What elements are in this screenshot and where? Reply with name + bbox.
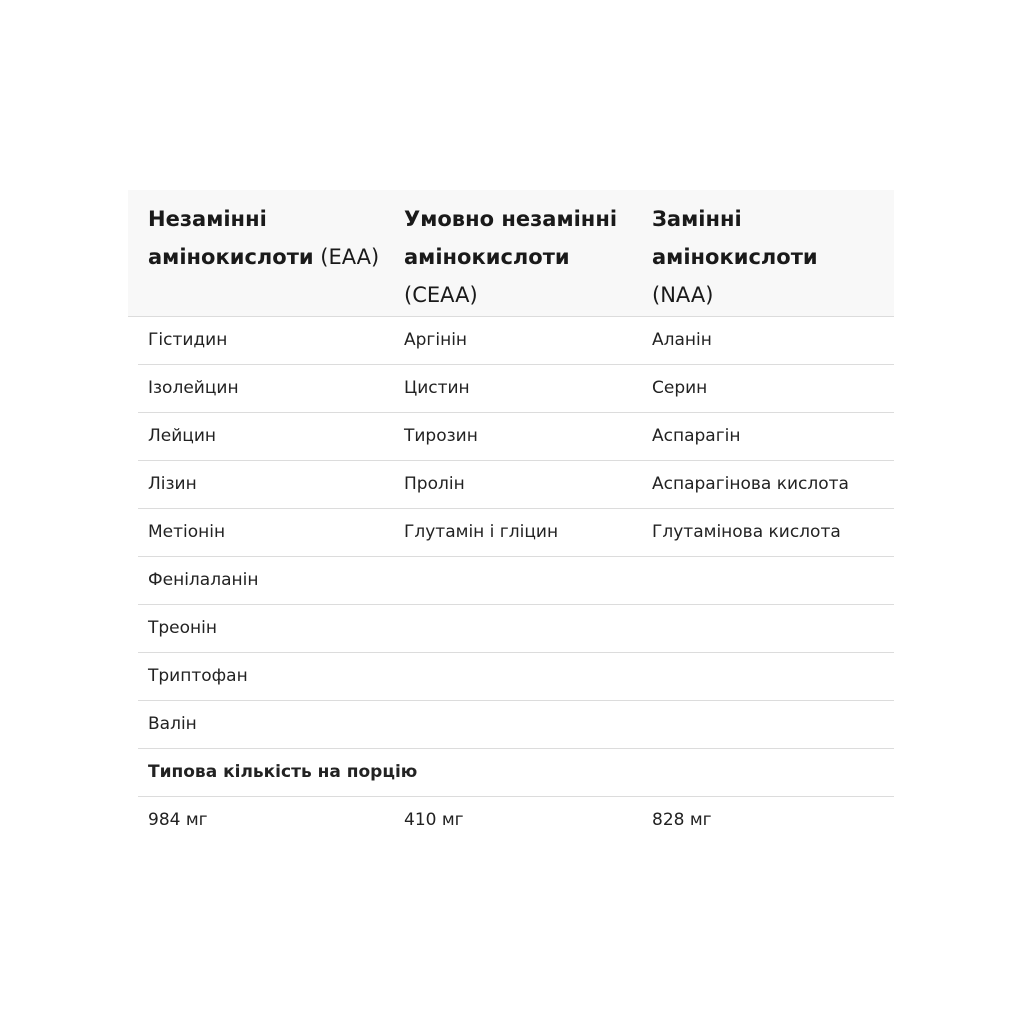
cell-ceaa: Глутамін і гліцин <box>404 522 559 542</box>
header-ceaa-abbr: (CEAA) <box>404 283 478 307</box>
table-row <box>138 461 894 509</box>
cell-eaa: Ізолейцин <box>148 378 239 398</box>
table-header <box>128 190 894 317</box>
amino-acids-table <box>128 190 894 844</box>
header-naa <box>652 200 892 314</box>
header-eaa <box>148 200 398 276</box>
table-row <box>138 365 894 413</box>
cell-naa: Аспарагінова кислота <box>652 474 849 494</box>
table-row <box>138 413 894 461</box>
cell-ceaa: Тирозин <box>404 426 478 446</box>
serving-label-row <box>138 749 894 797</box>
cell-ceaa: Пролін <box>404 474 465 494</box>
cell-eaa: Гістидин <box>148 330 228 350</box>
cell-eaa: Лейцин <box>148 426 217 446</box>
table-row <box>138 509 894 557</box>
cell-eaa: Триптофан <box>148 666 248 686</box>
cell-ceaa: Аргінін <box>404 330 468 350</box>
cell-eaa: Валін <box>148 714 197 734</box>
header-eaa-line2: амінокислоти <box>148 245 314 269</box>
cell-naa: Серин <box>652 378 708 398</box>
serving-value-ceaa: 410 мг <box>404 810 464 830</box>
table-row <box>138 605 894 653</box>
header-eaa-abbr: (EAA) <box>313 245 380 269</box>
cell-eaa: Метіонін <box>148 522 226 542</box>
header-eaa-line1: Незамінні <box>148 207 267 231</box>
serving-values-row <box>138 797 894 844</box>
header-naa-abbr: (NAA) <box>652 283 714 307</box>
serving-value-eaa: 984 мг <box>148 810 208 830</box>
cell-naa: Аспарагін <box>652 426 741 446</box>
header-naa-line1: Замінні <box>652 207 742 231</box>
table-row <box>138 317 894 365</box>
serving-label: Типова кількість на порцію <box>148 762 418 782</box>
cell-eaa: Лізин <box>148 474 197 494</box>
serving-value-naa: 828 мг <box>652 810 712 830</box>
cell-ceaa: Цистин <box>404 378 470 398</box>
table-row <box>138 701 894 749</box>
cell-eaa: Треонін <box>148 618 217 638</box>
cell-naa: Глутамінова кислота <box>652 522 841 542</box>
header-ceaa <box>404 200 644 314</box>
header-ceaa-line1: Умовно незамінні <box>404 207 618 231</box>
header-ceaa-line2: амінокислоти <box>404 245 570 269</box>
cell-eaa: Фенілаланін <box>148 570 259 590</box>
table-row <box>138 557 894 605</box>
cell-naa: Аланін <box>652 330 712 350</box>
table-row <box>138 653 894 701</box>
header-naa-line2: амінокислоти <box>652 245 818 269</box>
